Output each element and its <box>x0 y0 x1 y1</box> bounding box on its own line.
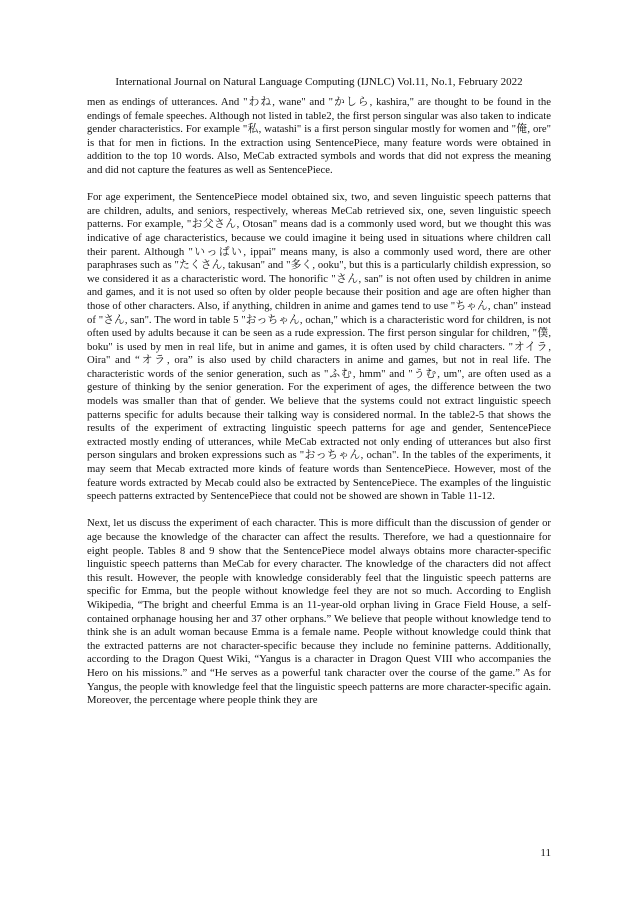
body-text <box>87 96 551 721</box>
paragraph-2: For age experiment, the SentencePiece model obtained six, two, and seven linguistic speech patterns that are children, adults, and seniors, respectively, whereas MeCab retrieved six, one, seven linguistic speech patterns. For example, "お父さん, Otosan" means dad is a commonly used word, but we thought this was indicative of age characteristics, because we could imagine it being used in situations where children call their parent. Although "いっぱい, ippai" means many, is also a commonly used word, there are other paraphrases such as "たくさん, takusan" and "多く, ooku", but this is a particularly childish expression, so we considered it as a characteristic word. The honorific "さん, san" is not often used by children in anime and games, and it is not used so often by older people because their position and age are often higher than those of other characters. Also, if anything, children in anime and games tend to use "ちゃん, chan" instead of "さん, san". The word in table 5 "おっちゃん, ochan," which is a characteristic word for children, is not often used by adults because it can be seen as a rude expression. The first person singular for children, "僕, boku" is used by men in real life, but in anime and games, it is often used by child characters. "オイラ, Oira" and “オラ, ora” is also used by child characters in anime and games, but not in real life. The characteristic words of the senior generation, such as "ふむ, hmm" and "うむ, um", are often used as a gesture of thinking by the senior generation. For the experiment of ages, the difference between the two models was smaller than that of gender. We believe that the systems could not extract linguistic speech patterns specific for adults because their talking way is considered normal. In the table2-5 that shows the results of the experiment of extracting linguistic speech patterns for age and gender, SentencePiece extracted mostly ending of utterances, while MeCab extracted not only ending of utterances but also first person singulars and broken expressions such as "おっちゃん, ochan". In the tables of the experiments, it may seem that Mecab extracted more kinds of feature words than SentencePiece. However, most of the feature words extracted by Mecab could also be extracted by SentencePiece. The examples of the linguistic speech patterns extracted by SentencePiece that could not be showed are shown in Table 11-12. <box>87 191 551 503</box>
page-number: 11 <box>540 847 551 859</box>
paragraph-3: Next, let us discuss the experiment of each character. This is more difficult than the discussion of gender or age because the knowledge of the character can affect the results. Therefore, we had a questionnaire for eight people. Tables 8 and 9 show that the SentencePiece model always obtains more character-specific linguistic speech patterns than MeCab for every character. The knowledge of the characters did not affect this result. However, the people with knowledge considerably feel that the linguistic speech patterns are specific for Emma, but the people without knowledge feel they are not so much. According to English Wikipedia, “The bright and cheerful Emma is an 11-year-old orphan living in Grace Field House, a self-contained orphanage housing her and 37 other orphans.” We believe that people without knowledge tend to think she is an adult woman because Emma is a female name. People without knowledge could think that the extracted patterns are not character-specific because they include no feminine patterns. Additionally, according to the Dragon Quest Wiki, “Yangus is a character in Dragon Quest VIII who accompanies the Hero on his missions.” and “He serves as a powerful tank character over the course of the game.” As for Yangus, the people with knowledge feel that the linguistic speech patterns are more character-specific again. Moreover, the percentage where people think they are <box>87 517 551 707</box>
paragraph-1: men as endings of utterances. And "わね, wane" and "かしら, kashira," are thought to be found in the endings of female speeches. Although not listed in table2, the first person singular was also taken to indicate gender characteristics. For example "私, watashi" is a first person singular mostly for women and "俺, ore" is that for men in fictions. In the extraction using SentencePiece, many feature words were obtained in addition to the top 10 words. Also, MeCab extracted symbols and words that did not express the meaning and did not capture the features as well as SentencePiece. <box>87 96 551 176</box>
running-head: International Journal on Natural Language Computing (IJNLC) Vol.11, No.1, February 2022 <box>115 76 523 88</box>
